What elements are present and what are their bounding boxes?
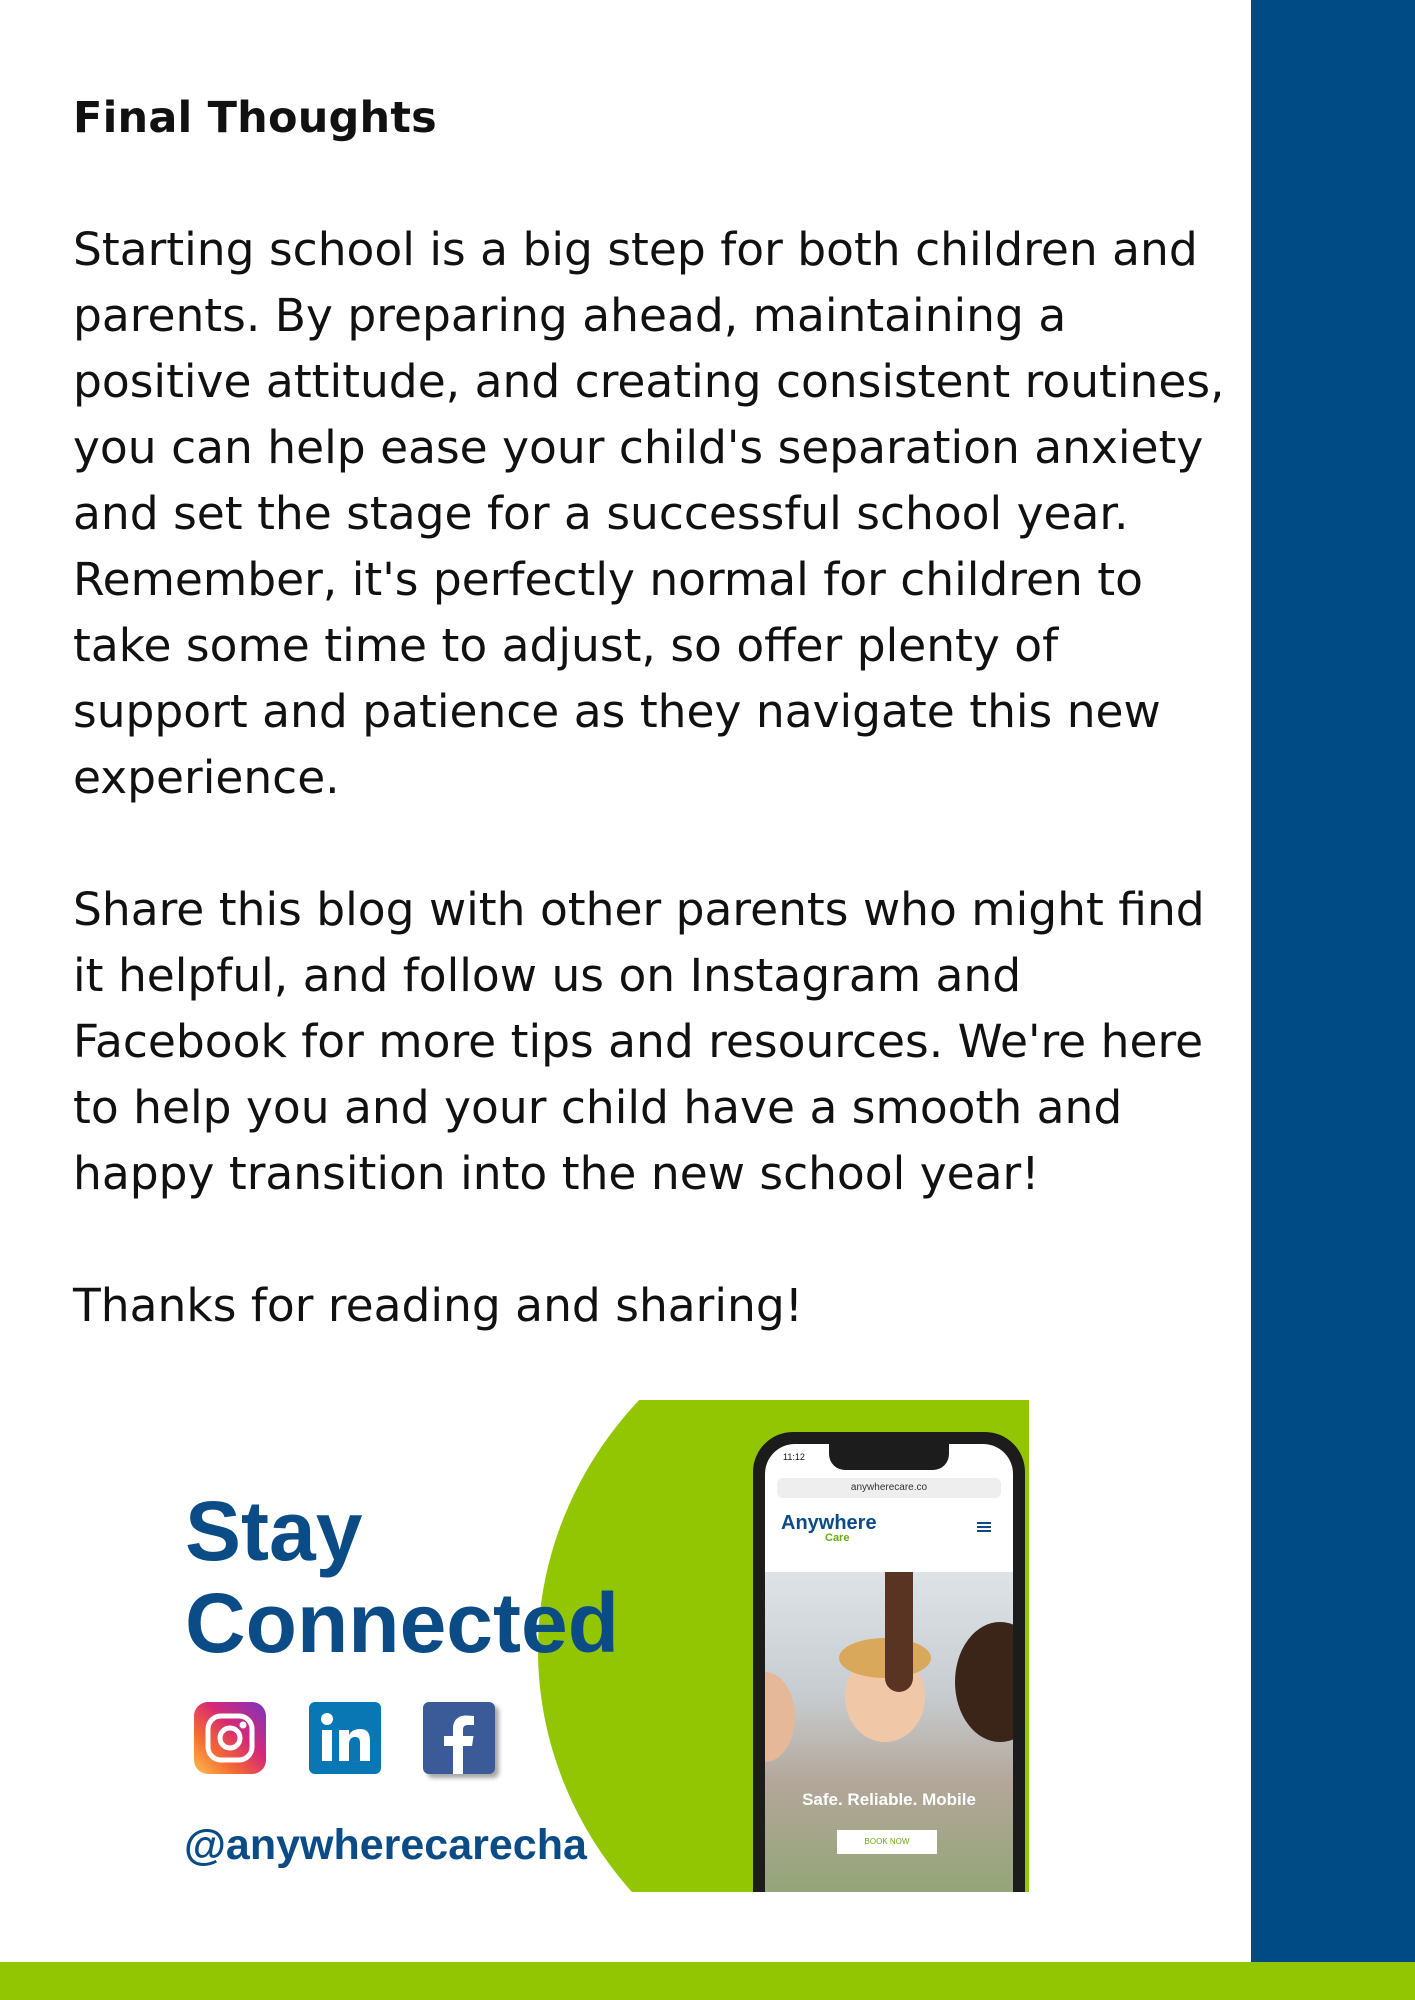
paragraph-line: Starting school is a big step for both children and bbox=[73, 223, 1198, 276]
paragraph-line: and set the stage for a successful school year. bbox=[73, 487, 1129, 540]
paragraph-line: Facebook for more tips and resources. We're here bbox=[73, 1015, 1204, 1068]
instagram-icon[interactable] bbox=[194, 1702, 266, 1774]
book-now-button[interactable]: BOOK NOW bbox=[837, 1830, 937, 1854]
hero-tagline: Safe. Reliable. Mobile bbox=[802, 1790, 976, 1809]
banner-title-line: Connected bbox=[185, 1576, 620, 1670]
linkedin-icon[interactable] bbox=[309, 1702, 381, 1774]
phone-notch bbox=[829, 1444, 949, 1470]
social-handle: @anywherecarecha bbox=[184, 1821, 587, 1869]
paragraph-share bbox=[73, 877, 1205, 1207]
child-face bbox=[955, 1622, 1013, 1742]
paragraph-line: positive attitude, and creating consistent routines, bbox=[73, 355, 1225, 408]
side-accent-bar bbox=[1251, 0, 1415, 1963]
banner-title bbox=[185, 1485, 619, 1669]
site-logo-sub: Care bbox=[825, 1532, 850, 1544]
paragraph-conclusion bbox=[73, 217, 1225, 811]
paragraph-line: take some time to adjust, so offer plenty of bbox=[73, 619, 1059, 672]
section-heading: Final Thoughts bbox=[73, 93, 437, 143]
closing-text: Thanks for reading and sharing! bbox=[73, 1279, 803, 1332]
hamburger-menu-icon bbox=[977, 1522, 991, 1532]
banner-title-line: Stay bbox=[185, 1484, 363, 1578]
paragraph-line: happy transition into the new school year! bbox=[73, 1147, 1040, 1200]
paragraph-line: Share this blog with other parents who might find bbox=[73, 883, 1205, 936]
child-face bbox=[765, 1672, 795, 1762]
paragraph-line: Remember, it's perfectly normal for children to bbox=[73, 553, 1143, 606]
raised-arm bbox=[885, 1572, 913, 1692]
paragraph-line: you can help ease your child's separation anxiety bbox=[73, 421, 1204, 474]
status-time: 11:12 bbox=[783, 1452, 805, 1462]
paragraph-line: experience. bbox=[73, 751, 340, 804]
site-logo: Anywhere bbox=[781, 1512, 877, 1534]
paragraph-line: it helpful, and follow us on Instagram and bbox=[73, 949, 1022, 1002]
browser-url-bar: anywherecare.co bbox=[777, 1478, 1001, 1498]
paragraph-line: parents. By preparing ahead, maintaining a bbox=[73, 289, 1067, 342]
phone-mockup bbox=[753, 1432, 1025, 1892]
article-body bbox=[73, 85, 1225, 1339]
facebook-icon[interactable] bbox=[423, 1702, 495, 1774]
paragraph-line: to help you and your child have a smooth and bbox=[73, 1081, 1123, 1134]
closing-line bbox=[73, 1273, 1193, 1339]
stay-connected-banner bbox=[168, 1400, 1029, 1892]
bottom-accent-bar bbox=[0, 1962, 1415, 2000]
hero-photo bbox=[765, 1572, 1013, 1892]
phone-screen bbox=[765, 1444, 1013, 1892]
paragraph-line: support and patience as they navigate this new bbox=[73, 685, 1161, 738]
